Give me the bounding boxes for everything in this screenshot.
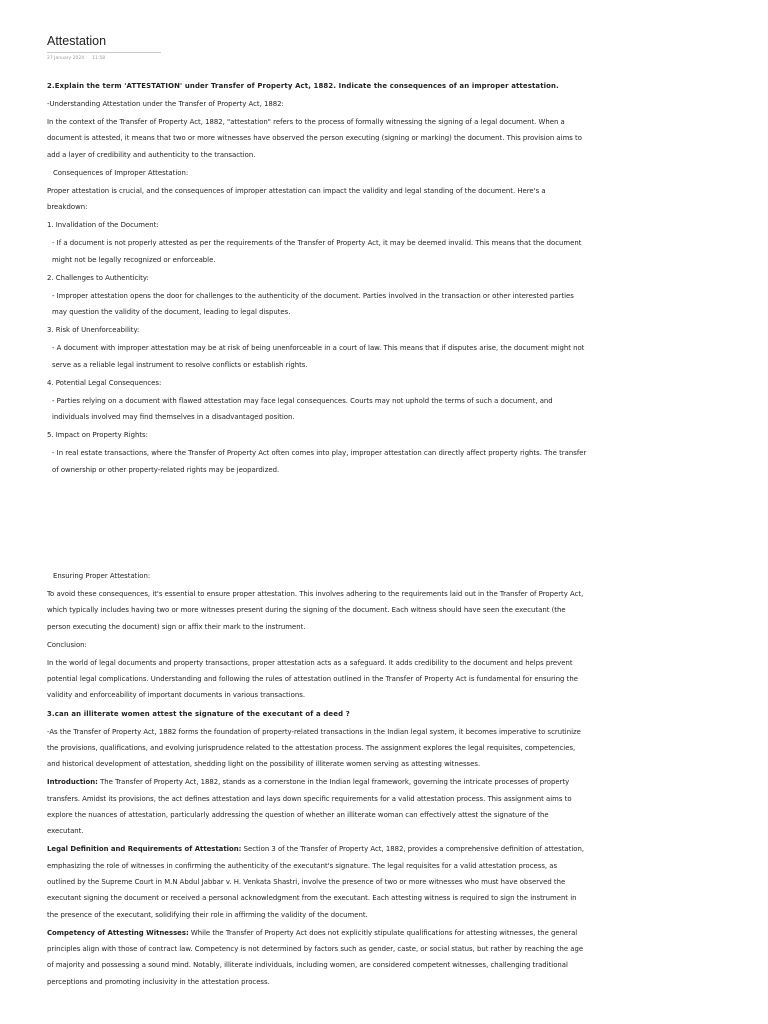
consequences-intro: Proper attestation is crucial, and the consequences of improper attestation can impact the validity and legal standing of the document. Here's a breakdown: xyxy=(47,186,546,212)
conclusion-text: In the world of legal documents and property transactions, proper attestation acts as a safeguard. It adds credibility to the document and helps prevent potential legal complications. Understanding and following the rules of attestation outlined in the Transfer of Property Act is fundamental for ensuring the validity and enforceability of important documents in various transactions. xyxy=(47,658,578,700)
consequences-heading: Consequences of Improper Attestation: xyxy=(53,168,189,177)
legal-definition-label: Legal Definition and Requirements of Attestation: xyxy=(47,845,242,854)
section-ensuring xyxy=(47,568,587,992)
ensuring-heading: Ensuring Proper Attestation: xyxy=(53,572,151,580)
page-title: Attestation xyxy=(47,34,161,53)
competency-text: While the Transfer of Property Act does not explicitly stipulate qualifications for attesting witnesses, the general principles align with those of contract law. Competency is not determined by factors such as gender, caste, or social status, but rather by reaching the age of majority and possessing a sound mind. Notably, illiterate individuals, including women, are considered competent witnesses, challenging traditional perceptions and promoting inclusivity in the attestation process. xyxy=(47,928,584,986)
item-text: - In real estate transactions, where the Transfer of Property Act often comes into play, improper attestation can directly affect property rights. The transfer of ownership or other property-related rights may be jeopardized. xyxy=(52,449,587,474)
introduction-text: The Transfer of Property Act, 1882, stands as a cornerstone in the Indian legal framework, governing the intricate processes of property transfers. Amidst its provisions, the act defines attestation and lays down specific requirements for a valid attestation process. This assignment aims to explore the nuances of attestation, particularly addressing the question of whether an illiterate woman can effectively attest the signature of the executant. xyxy=(47,778,572,836)
item-text: - If a document is not properly attested as per the requirements of the Transfer of Property Act, it may be deemed invalid. This means that the document might not be legally recognized or enforceable. xyxy=(52,239,582,264)
item-heading: 1. Invalidation of the Document: xyxy=(47,221,159,230)
competency-label: Competency of Attesting Witnesses: xyxy=(47,928,189,937)
page-header xyxy=(47,34,161,61)
understanding-heading: -Understanding Attestation under the Transfer of Property Act, 1882: xyxy=(47,100,284,109)
item-heading: 4. Potential Legal Consequences: xyxy=(47,378,162,387)
page-date: 27 January 2024 xyxy=(47,56,85,61)
intro-paragraph: In the context of the Transfer of Property Act, 1882, "attestation" refers to the process of formally witnessing the signing of a legal document. When a document is attested, it means that two or more witnesses have observed the person executing (signing or marking) the document. This provision aims to add a layer of credibility and authenticity to the transaction. xyxy=(47,118,582,159)
item-text: - A document with improper attestation may be at risk of being unenforceable in a court of law. This means that if disputes arise, the document might not serve as a reliable legal instrument to resolve conflicts or establish rights. xyxy=(52,344,585,369)
item-heading: 3. Risk of Unenforceability: xyxy=(47,326,140,335)
conclusion-heading: Conclusion: xyxy=(47,640,87,649)
legal-definition-paragraph xyxy=(47,841,587,922)
question-3-answer: -As the Transfer of Property Act, 1882 forms the foundation of property-related transactions in the Indian legal system, it becomes imperative to scrutinize the provisions, qualifications, and evolving jurisprudence related to the attestation process. The assignment explores the legal requisites, competencies, and historical development of attestation, shedding light on the possibility of illiterate women serving as attesting witnesses. xyxy=(47,727,581,769)
page-time: 11:58 xyxy=(92,56,106,61)
introduction-label: Introduction: xyxy=(47,778,98,787)
page-meta xyxy=(47,56,161,61)
item-text: - Parties relying on a document with flawed attestation may face legal consequences. Courts may not uphold the terms of such a document, and individuals involved may find themselves in a disadvantaged position. xyxy=(52,396,553,422)
item-heading: 5. Impact on Property Rights: xyxy=(47,431,148,440)
competency-paragraph xyxy=(47,925,587,990)
question-2: 2.Explain the term 'ATTESTATION' under Transfer of Property Act, 1882. Indicate the consequences of an improper attestation. xyxy=(47,82,559,90)
item-text: - Improper attestation opens the door for challenges to the authenticity of the document. Parties involved in the transaction or other interested parties may question the validity of the document, leading to legal disputes. xyxy=(52,291,574,317)
legal-definition-text: Section 3 of the Transfer of Property Act, 1882, provides a comprehensive definition of attestation, emphasizing the role of witnesses in confirming the authenticity of the executant's signature. The legal requisites for a valid attestation process, as outlined by the Supreme Court in M.N Abdul Jabbar v. H. Venkata Shastri, involve the presence of two or more witnesses who must have observed the executant signing the document or received a personal acknowledgment from the executant. Each attesting witness is required to sign the instrument in the presence of the executant, solidifying their role in affirming the validity of the document. xyxy=(47,845,585,919)
section-attestation xyxy=(47,78,587,480)
item-heading: 2. Challenges to Authenticity: xyxy=(47,273,149,282)
introduction-paragraph xyxy=(47,774,587,839)
question-3: 3.can an illiterate women attest the signature of the executant of a deed ? xyxy=(47,709,350,718)
ensuring-text: To avoid these consequences, it's essential to ensure proper attestation. This involves adhering to the requirements laid out in the Transfer of Property Act, which typically includes having two or more witnesses present during the signing of the document. Each witness should have seen the executant (the person executing the document) sign or affix their mark to the instrument. xyxy=(47,590,584,631)
